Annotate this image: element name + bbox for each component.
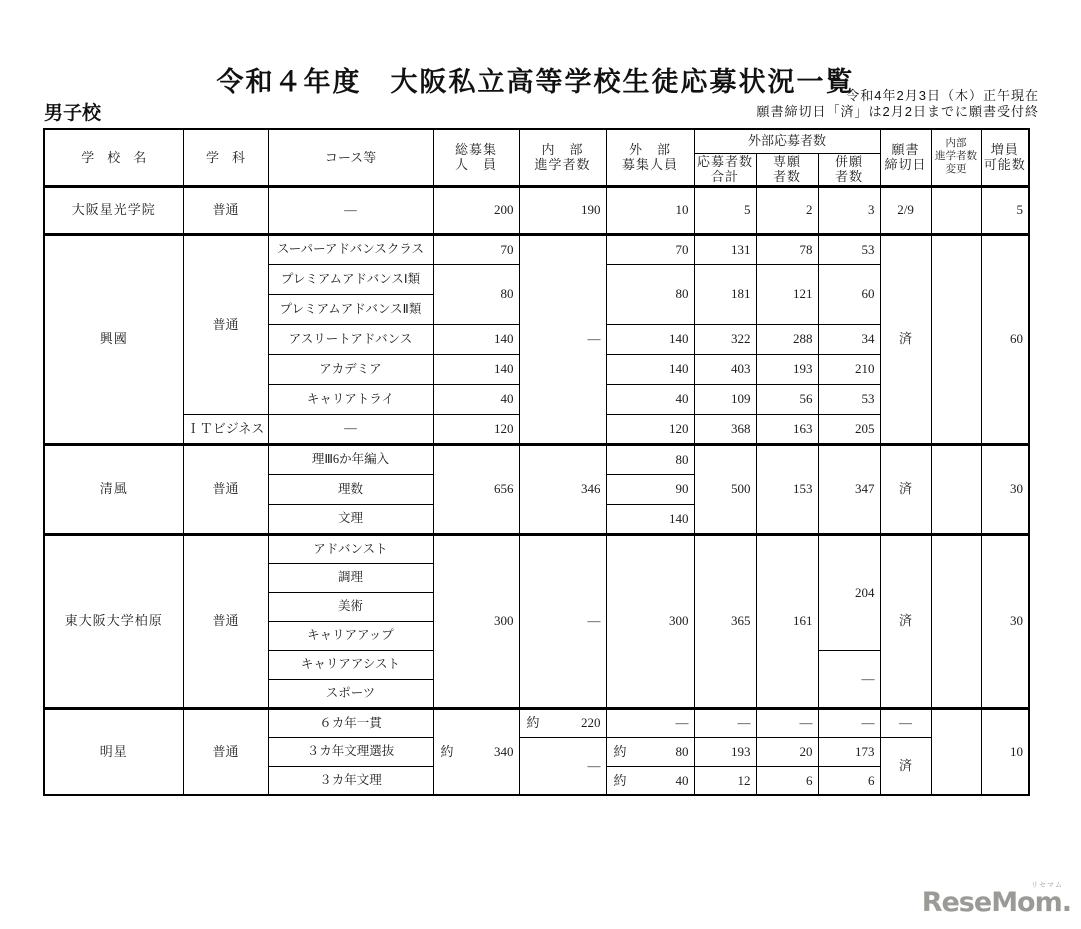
cell-course: キャリアアップ (268, 621, 433, 650)
cell-change (931, 708, 981, 795)
cell-first-choice: — (756, 708, 818, 737)
cell-course: アカデミア (268, 354, 433, 384)
cell-internal: — (519, 234, 606, 444)
col-header-course: コース等 (268, 129, 433, 186)
cell-course: ６カ年一貫 (268, 708, 433, 737)
cell-school-name: 明星 (44, 708, 183, 795)
cell-external: 70 (606, 234, 694, 264)
cell-total: 300 (433, 534, 519, 708)
cell-first-choice: 2 (756, 186, 818, 234)
cell-dept: 普通 (183, 534, 268, 708)
cell-total: 70 (433, 234, 519, 264)
cell-combined: 205 (818, 414, 880, 444)
cell-course: アスリートアドバンス (268, 324, 433, 354)
cell-external: 約 40 (606, 766, 694, 795)
col-header-internal: 内 部 進学者数 (519, 129, 606, 186)
cell-course: — (268, 186, 433, 234)
cell-app-sum: 181 (694, 264, 756, 324)
cell-combined: 6 (818, 766, 880, 795)
cell-course: 調理 (268, 563, 433, 592)
cell-combined: 53 (818, 234, 880, 264)
resemom-logo-ruby: リセマム (1031, 881, 1063, 889)
cell-internal: — (519, 534, 606, 708)
cell-deadline: 済 (880, 234, 931, 444)
resemom-logo (921, 881, 1071, 918)
cell-combined: 210 (818, 354, 880, 384)
cell-course: プレミアムアドバンスⅠ類 (268, 264, 433, 294)
page-title: 令和４年度 大阪私立高等学校生徒応募状況一覧 (216, 67, 855, 97)
application-status-table (43, 128, 1030, 796)
cell-school-name: 大阪星光学院 (44, 186, 183, 234)
category-label: 男子校 (44, 103, 102, 124)
cell-internal: 190 (519, 186, 606, 234)
col-header-dept: 学 科 (183, 129, 268, 186)
col-header-change: 内部 進学者数 変更 (931, 129, 981, 186)
cell-course: スーパーアドバンスクラス (268, 234, 433, 264)
col-header-total: 総募集 人 員 (433, 129, 519, 186)
approx-prefix: 約 (526, 715, 540, 731)
cell-app-sum: 193 (694, 737, 756, 766)
cell-course: キャリアアシスト (268, 650, 433, 679)
cell-external: 120 (606, 414, 694, 444)
cell-combined: 204 (818, 534, 880, 650)
cell-deadline: 済 (880, 534, 931, 708)
cell-increase: 5 (981, 186, 1029, 234)
cell-combined: — (818, 708, 880, 737)
cell-increase: 30 (981, 534, 1029, 708)
col-header-school: 学 校 名 (44, 129, 183, 186)
cell-combined: 347 (818, 444, 880, 534)
cell-external: — (606, 708, 694, 737)
cell-course: ３カ年文理選抜 (268, 737, 433, 766)
cell-school-name: 清風 (44, 444, 183, 534)
cell-first-choice: 6 (756, 766, 818, 795)
cell-increase: 60 (981, 234, 1029, 444)
cell-external: 40 (606, 384, 694, 414)
cell-external: 10 (606, 186, 694, 234)
cell-increase: 10 (981, 708, 1029, 795)
cell-external: 140 (606, 504, 694, 534)
cell-course: プレミアムアドバンスⅡ類 (268, 294, 433, 324)
cell-deadline: 2/9 (880, 186, 931, 234)
cell-total: 140 (433, 324, 519, 354)
cell-total: 200 (433, 186, 519, 234)
cell-course: アドバンスト (268, 534, 433, 563)
cell-dept: 普通 (183, 186, 268, 234)
cell-change (931, 234, 981, 444)
cell-app-sum: 500 (694, 444, 756, 534)
col-header-external: 外 部 募集人員 (606, 129, 694, 186)
resemom-logo-text: ReseMom. (921, 887, 1071, 918)
cell-total: 約 340 (433, 708, 519, 795)
col-header-first-choice: 専願 者数 (756, 153, 818, 186)
cell-external: 約 80 (606, 737, 694, 766)
cell-app-sum: 12 (694, 766, 756, 795)
cell-app-sum: — (694, 708, 756, 737)
cell-change (931, 534, 981, 708)
cell-increase: 30 (981, 444, 1029, 534)
col-header-deadline: 願書 締切日 (880, 129, 931, 186)
cell-deadline: — (880, 708, 931, 737)
approx-prefix: 約 (613, 743, 627, 759)
approx-prefix: 約 (613, 772, 627, 788)
cell-course: — (268, 414, 433, 444)
cell-course: 文理 (268, 504, 433, 534)
cell-external: 140 (606, 354, 694, 384)
cell-app-sum: 365 (694, 534, 756, 708)
date-note: 令和4年2月3日（木）正午現在 (846, 88, 1039, 103)
cell-combined: — (818, 650, 880, 708)
cell-first-choice: 56 (756, 384, 818, 414)
cell-external: 300 (606, 534, 694, 708)
cell-school-name: 東大阪大学柏原 (44, 534, 183, 708)
cell-course: キャリアトライ (268, 384, 433, 414)
cell-combined: 34 (818, 324, 880, 354)
cell-combined: 173 (818, 737, 880, 766)
cell-external: 80 (606, 264, 694, 324)
cell-course: スポーツ (268, 679, 433, 708)
cell-course: 理Ⅲ6か年編入 (268, 444, 433, 474)
cell-change (931, 444, 981, 534)
cell-total: 120 (433, 414, 519, 444)
cell-first-choice: 153 (756, 444, 818, 534)
cell-internal: 約 220 (519, 708, 606, 737)
col-header-increase: 増員 可能数 (981, 129, 1029, 186)
cell-course: 美術 (268, 592, 433, 621)
cell-first-choice: 161 (756, 534, 818, 708)
cell-total: 656 (433, 444, 519, 534)
col-header-combined: 併願 者数 (818, 153, 880, 186)
cell-dept: ＩＴビジネス (183, 414, 268, 444)
cell-change (931, 186, 981, 234)
cell-app-sum: 131 (694, 234, 756, 264)
col-header-applicants-group: 外部応募者数 (694, 129, 880, 153)
header-notes (757, 88, 1039, 120)
cell-first-choice: 20 (756, 737, 818, 766)
cell-app-sum: 5 (694, 186, 756, 234)
cell-first-choice: 163 (756, 414, 818, 444)
cell-app-sum: 322 (694, 324, 756, 354)
cell-dept: 普通 (183, 234, 268, 414)
cell-combined: 53 (818, 384, 880, 414)
cell-combined: 60 (818, 264, 880, 324)
cell-dept: 普通 (183, 708, 268, 795)
cell-course: 理数 (268, 474, 433, 504)
cell-total: 140 (433, 354, 519, 384)
col-header-app-sum: 応募者数 合計 (694, 153, 756, 186)
cell-first-choice: 78 (756, 234, 818, 264)
cell-external: 80 (606, 444, 694, 474)
cell-dept: 普通 (183, 444, 268, 534)
cell-internal: 346 (519, 444, 606, 534)
deadline-note: 願書締切日「済」は2月2日までに願書受付終 (756, 104, 1039, 119)
cell-total: 40 (433, 384, 519, 414)
cell-course: ３カ年文理 (268, 766, 433, 795)
cell-app-sum: 109 (694, 384, 756, 414)
cell-app-sum: 403 (694, 354, 756, 384)
cell-external: 140 (606, 324, 694, 354)
cell-first-choice: 288 (756, 324, 818, 354)
cell-deadline: 済 (880, 737, 931, 795)
cell-external: 90 (606, 474, 694, 504)
cell-combined: 3 (818, 186, 880, 234)
cell-internal: — (519, 737, 606, 795)
cell-deadline: 済 (880, 444, 931, 534)
approx-prefix: 約 (440, 744, 454, 760)
cell-total: 80 (433, 264, 519, 324)
cell-first-choice: 121 (756, 264, 818, 324)
cell-school-name: 興國 (44, 234, 183, 444)
cell-first-choice: 193 (756, 354, 818, 384)
cell-app-sum: 368 (694, 414, 756, 444)
